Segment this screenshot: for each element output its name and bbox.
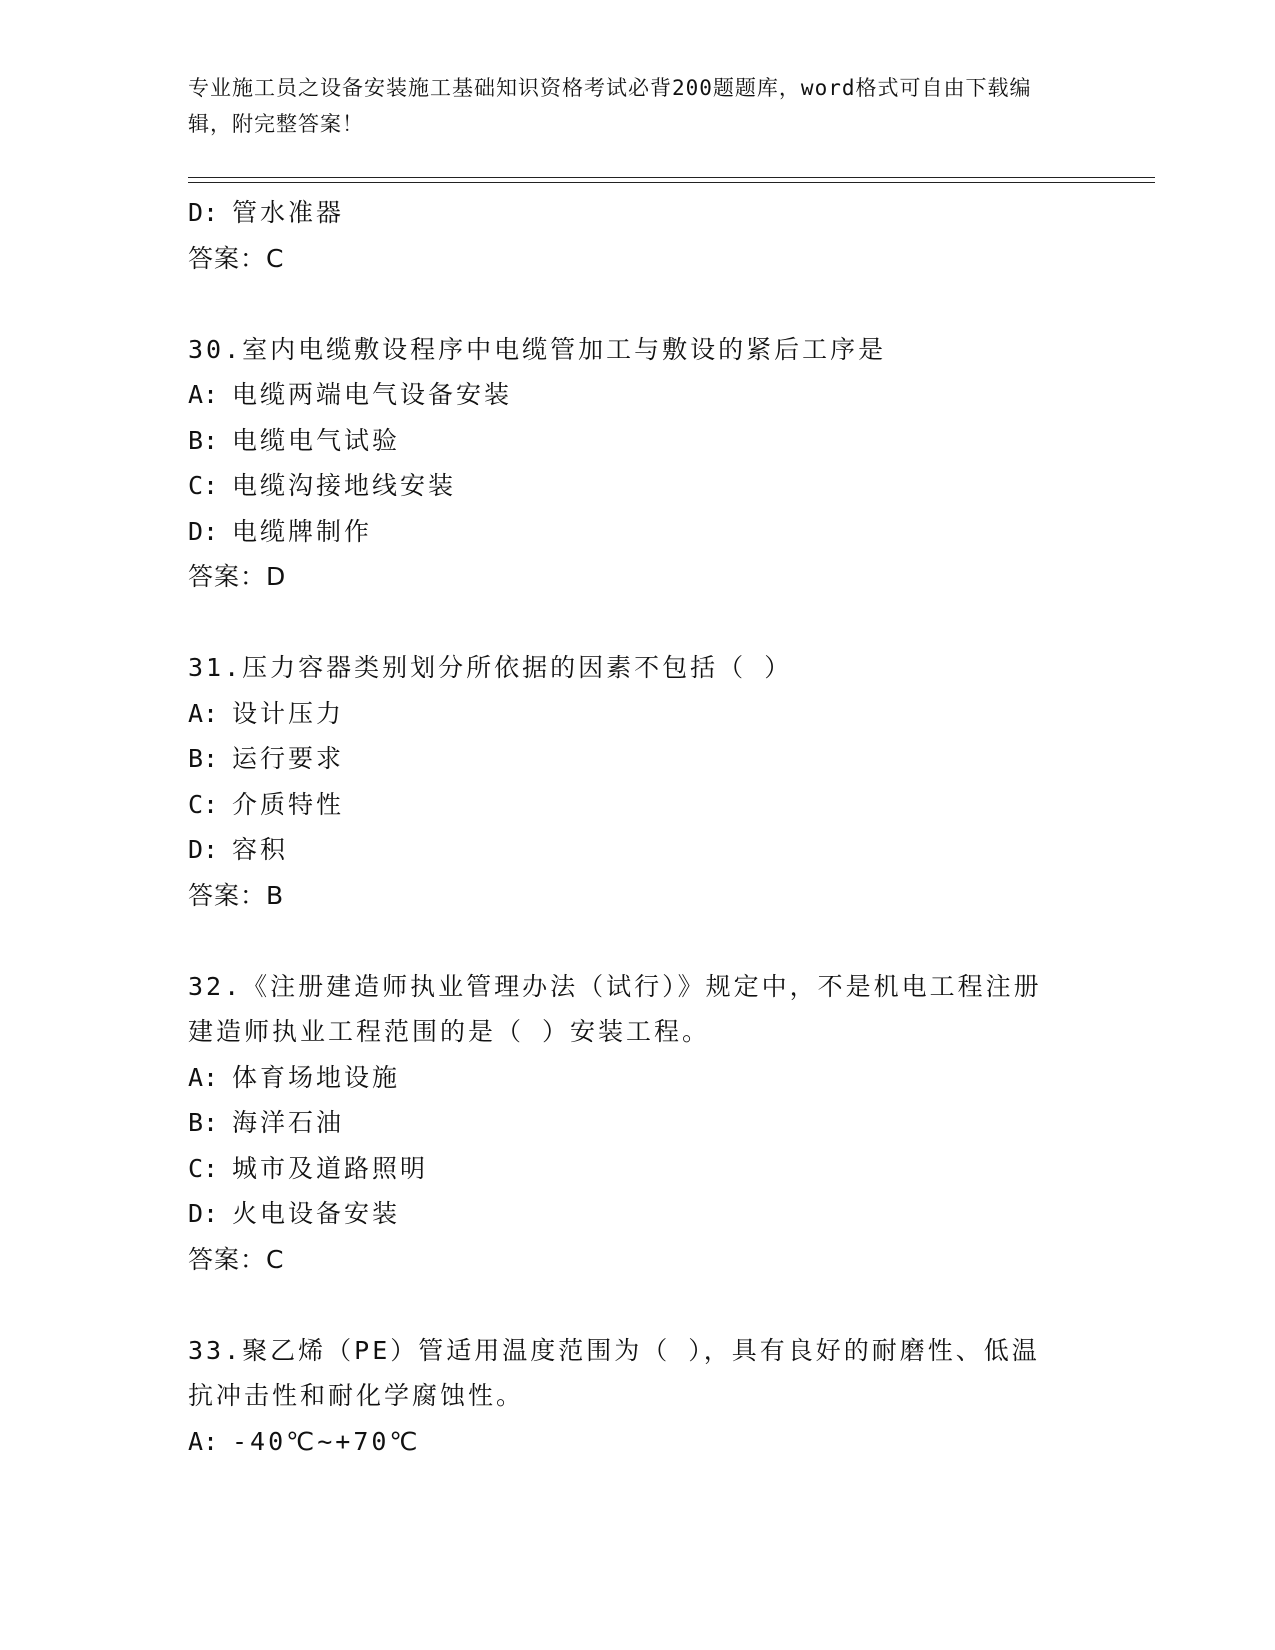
spacer — [188, 281, 1088, 327]
header-title: 专业施工员之设备安装施工基础知识资格考试必背200题题库，word格式可自由下载编辑，附完整答案！ — [188, 76, 1032, 136]
header-divider — [188, 177, 1155, 183]
option-text: 电缆沟接地线安装 — [232, 471, 457, 500]
option-label: A: — [188, 380, 219, 409]
option-text: -40℃~+70℃ — [232, 1426, 421, 1456]
spacer — [188, 600, 1088, 646]
q31-option-d — [188, 827, 1088, 873]
spacer — [188, 1282, 1088, 1328]
question-31-stem: 31.压力容器类别划分所依据的因素不包括（ ） — [188, 653, 793, 682]
document-header — [188, 70, 1068, 142]
q30-answer: 答案：D — [188, 562, 287, 591]
question-30-stem: 30.室内电缆敷设程序中电缆管加工与敷设的紧后工序是 — [188, 334, 887, 364]
q33-option-a — [188, 1419, 1088, 1465]
q32-option-a — [188, 1055, 1088, 1101]
q31-option-a — [188, 691, 1088, 737]
option-text: 电缆牌制作 — [232, 516, 373, 546]
option-label: D: — [188, 516, 219, 546]
option-label: B: — [188, 1108, 219, 1137]
q32-option-b — [188, 1100, 1088, 1146]
q30-option-c — [188, 463, 1088, 509]
option-label: A: — [188, 1062, 219, 1092]
option-label: C: — [188, 789, 219, 819]
question-32-stem-line2: 建造师执业工程范围的是（ ）安装工程。 — [188, 1017, 711, 1046]
prev-answer: 答案：C — [188, 243, 285, 273]
option-text: 体育场地设施 — [232, 1062, 401, 1092]
question-33-stem-line1: 33.聚乙烯（PE）管适用温度范围为（ ），具有良好的耐磨性、低温 — [188, 1335, 1040, 1365]
question-list — [188, 190, 1088, 1464]
option-text: 管水准器 — [232, 198, 345, 227]
option-text: 设计压力 — [232, 698, 345, 728]
prev-option-d — [188, 190, 1088, 236]
question-33-stem-line2: 抗冲击性和耐化学腐蚀性。 — [188, 1381, 525, 1410]
option-text: 介质特性 — [232, 789, 345, 819]
q30-option-b — [188, 418, 1088, 464]
option-label: A: — [188, 698, 219, 728]
option-text: 容积 — [232, 835, 289, 864]
option-label: C: — [188, 471, 219, 500]
option-label: B: — [188, 744, 219, 773]
q30-option-a — [188, 372, 1088, 418]
option-label: A: — [188, 1426, 219, 1456]
question-32-stem-line1: 32.《注册建造师执业管理办法（试行）》规定中，不是机电工程注册 — [188, 971, 1042, 1001]
q32-answer: 答案：C — [188, 1244, 285, 1274]
option-text: 运行要求 — [232, 744, 345, 773]
option-label: B: — [188, 425, 219, 455]
q32-option-c — [188, 1146, 1088, 1192]
option-label: D: — [188, 198, 219, 227]
option-text: 火电设备安装 — [232, 1199, 401, 1228]
spacer — [188, 918, 1088, 964]
q31-answer: 答案：B — [188, 880, 285, 910]
q31-option-c — [188, 782, 1088, 828]
q30-option-d — [188, 509, 1088, 555]
option-label: D: — [188, 835, 219, 864]
q32-option-d — [188, 1191, 1088, 1237]
option-label: D: — [188, 1199, 219, 1228]
q31-option-b — [188, 736, 1088, 782]
option-text: 电缆两端电气设备安装 — [232, 380, 513, 409]
option-text: 城市及道路照明 — [232, 1153, 429, 1183]
option-text: 海洋石油 — [232, 1108, 345, 1137]
option-text: 电缆电气试验 — [232, 425, 401, 455]
option-label: C: — [188, 1153, 219, 1183]
